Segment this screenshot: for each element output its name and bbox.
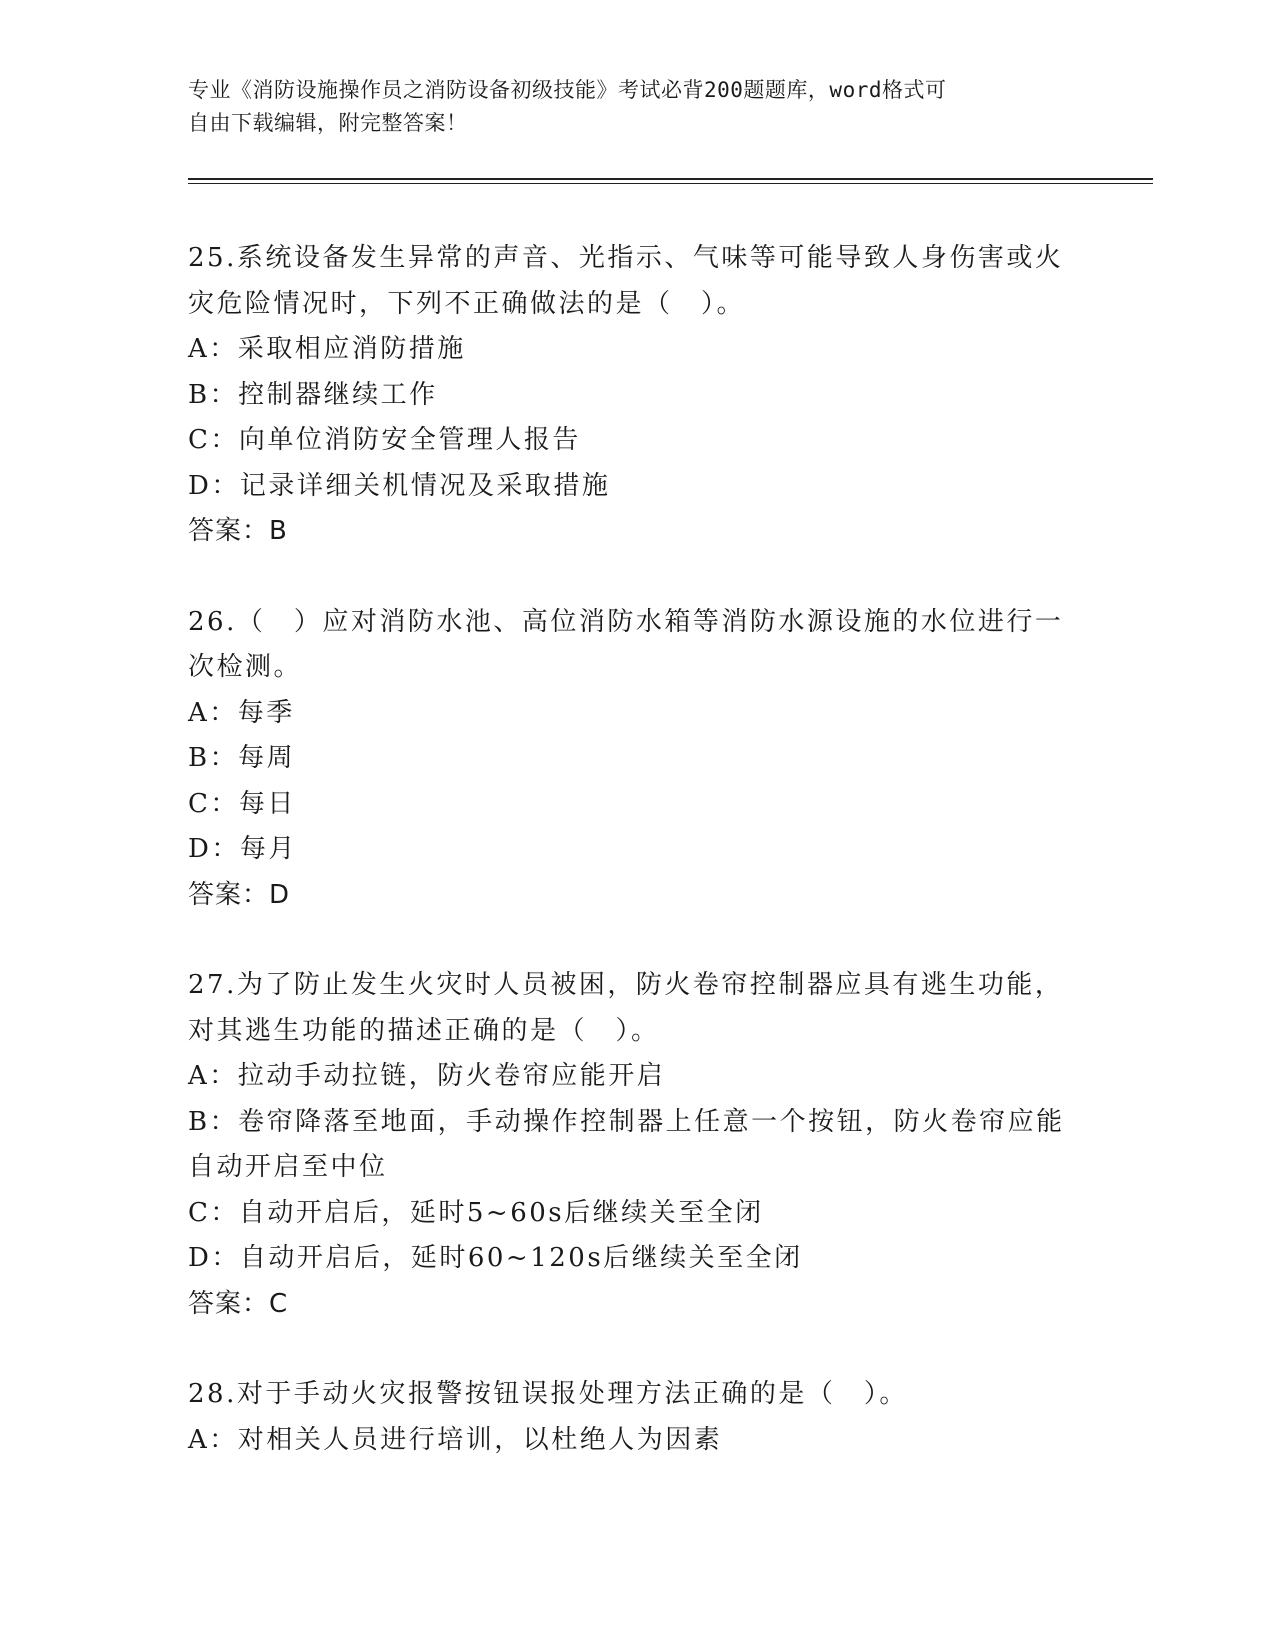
option-line: A：对相关人员进行培训，以杜绝人为因素	[188, 1424, 723, 1455]
document-header	[188, 74, 1068, 140]
answer-line: 答案：C	[188, 1288, 289, 1319]
option-line: A：每季	[188, 697, 295, 728]
header-divider-thick	[188, 178, 1153, 180]
option-line: B：控制器继续工作	[188, 379, 438, 410]
question-spacer	[188, 1327, 1088, 1372]
option-line: C：每日	[188, 788, 296, 819]
question-block	[188, 963, 1088, 1327]
option-line: A：采取相应消防措施	[188, 334, 466, 364]
answer-line: 答案：D	[188, 879, 291, 910]
header-divider-thin	[188, 183, 1153, 184]
question-block	[188, 236, 1088, 555]
option-line: A：拉动手动拉链，防火卷帘应能开启	[188, 1061, 666, 1091]
question-block	[188, 600, 1088, 919]
header-line-2: 自由下载编辑，附完整答案！	[188, 111, 468, 135]
question-stem-line: 26.（ ）应对消防水池、高位消防水箱等消防水源设施的水位进行一	[188, 606, 1064, 637]
option-line: D：每月	[188, 834, 297, 864]
question-stem-line: 灾危险情况时，下列不正确做法的是（ ）。	[188, 288, 746, 319]
question-spacer	[188, 555, 1088, 600]
question-stem-line: 次检测。	[188, 652, 303, 682]
question-stem-line: 27.为了防止发生火灾时人员被困，防火卷帘控制器应具有逃生功能，	[188, 970, 1064, 1000]
option-line: B：每周	[188, 743, 296, 773]
option-line: C：向单位消防安全管理人报告	[188, 425, 581, 455]
option-line: D：自动开启后，延时60~120s后继续关至全闭	[188, 1243, 803, 1273]
option-line: B：卷帘降落至地面，手动操作控制器上任意一个按钮，防火卷帘应能	[188, 1106, 1065, 1137]
option-line: 自动开启至中位	[188, 1152, 388, 1182]
question-block	[188, 1372, 1088, 1463]
question-stem-line: 28.对于手动火灾报警按钮误报处理方法正确的是（ ）。	[188, 1379, 908, 1409]
option-line: D：记录详细关机情况及采取措施	[188, 470, 611, 501]
answer-line: 答案：B	[188, 516, 288, 546]
question-list	[188, 236, 1088, 1463]
question-stem-line: 对其逃生功能的描述正确的是（ ）。	[188, 1015, 660, 1046]
question-stem-line: 25.系统设备发生异常的声音、光指示、气味等可能导致人身伤害或火	[188, 243, 1064, 273]
question-spacer	[188, 918, 1088, 963]
option-line: C：自动开启后，延时5~60s后继续关至全闭	[188, 1197, 764, 1228]
header-line-1: 专业《消防设施操作员之消防设备初级技能》考试必背200题题库，word格式可	[188, 78, 947, 102]
